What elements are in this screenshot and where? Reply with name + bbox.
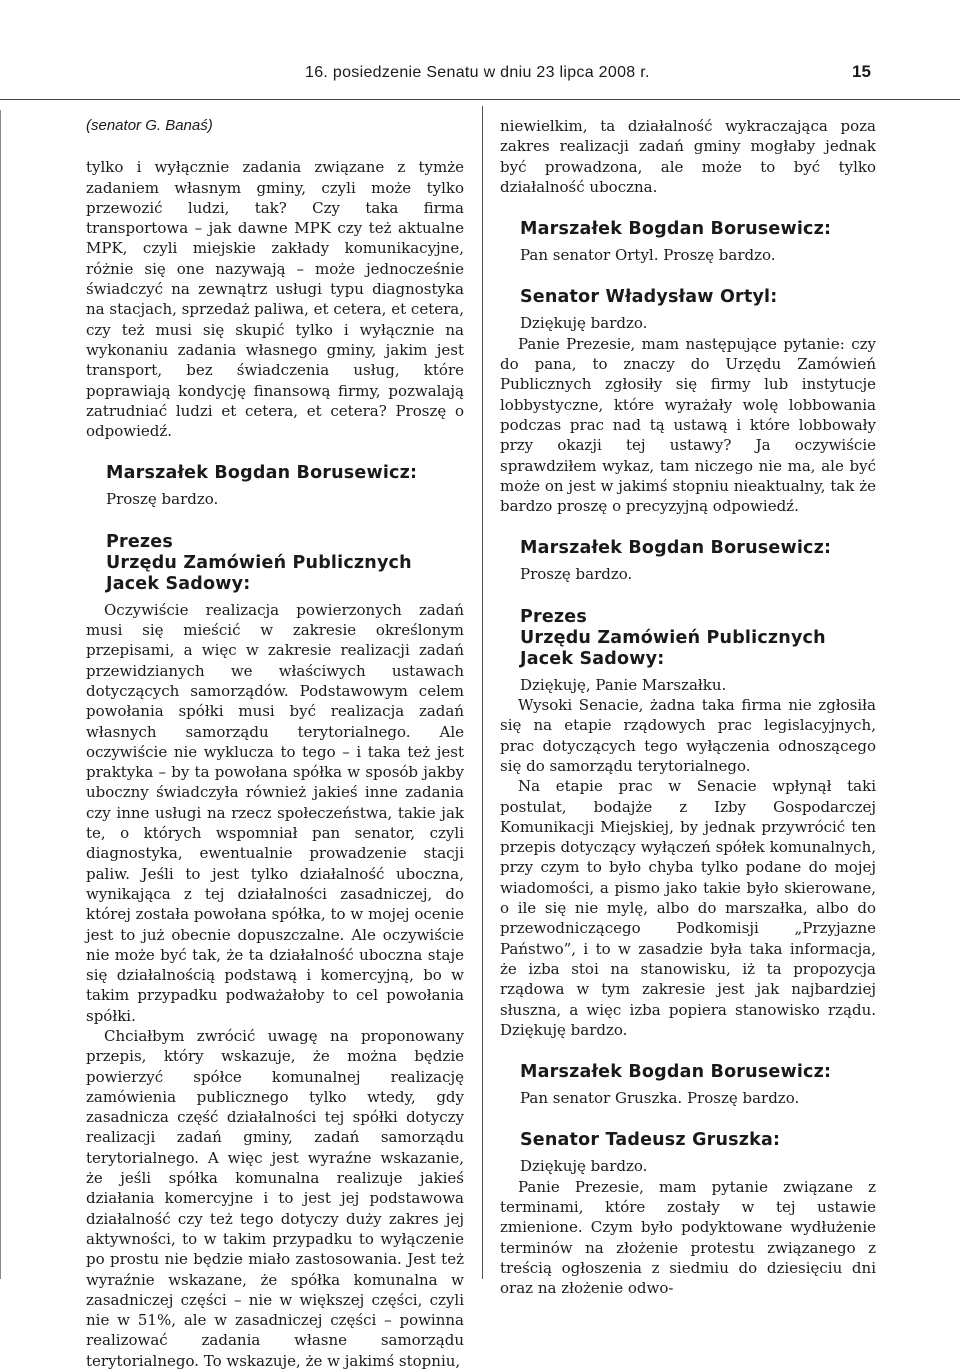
paragraph: niewielkim, ta działalność wykraczająca poza zakres realizacji zadań gminy mogłaby jednak być prowadzona, ale może to być tylko działalność uboczna.	[500, 117, 876, 196]
paragraph: Na etapie prac w Senacie wpłynął taki postulat, bodajże z Izby Gospodarczej Komunikacji Miejskiej, by jednak przywrócić ten przepis dotyczący wyłączeń spółek komunalnych, przy czym to było chyba tylko podane do mojej wiadomości, a pismo jako takie było skierowane, o ile się nie mylę, albo do marszałka, albo do przewodniczącego Podkomisji „Przyjazne Państwo”, i to w zasadzie była taka informacja, że izba stoi na stanowisku, iż ta propozycja rządowa w tym zakresie jest jak najbardziej słuszna, a więc izba popiera stanowisko rządu. Dziękuję bardzo.	[500, 777, 876, 1039]
speaker-heading: Senator Władysław Ortyl:	[520, 287, 778, 308]
speaker-heading: Senator Tadeusz Gruszka:	[520, 1130, 781, 1151]
paragraph: Dziękuję bardzo.	[520, 314, 648, 333]
paragraph: Proszę bardzo.	[520, 565, 633, 584]
paragraph: Pan senator Ortyl. Proszę bardzo.	[520, 246, 776, 265]
speaker-heading-line: Prezes	[106, 531, 173, 552]
left-margin-rule	[0, 110, 1, 1279]
column-divider	[482, 106, 483, 1279]
paragraph: Panie Prezesie, mam pytanie związane z terminami, które zostały w tej ustawie zmienione. Czym było podyktowane wydłużenie terminów na złożenie protestu związanego z treścią ogłoszenia z siedmiu do dziesięciu dni oraz na złożenie odwo-	[500, 1177, 876, 1298]
paragraph: Panie Prezesie, mam następujące pytanie: czy do pana, to znaczy do Urzędu Zamówień Publicznych zgłosiły się firmy lub instytucje lobbystyczne, które wyrażały wolę lobbowania podczas prac nad tą ustawą i które lobbowały przy okazji tej ustawy? Ja oczywiście sprawdziłem wykaz, tam niczego nie ma, ale być może on jest w jakimś stopniu nieaktualny, tak że bardzo proszę o precyzyjną odpowiedź.	[500, 334, 876, 516]
speaker-heading-line: Jacek Sadowy:	[106, 573, 251, 594]
header-rule	[0, 99, 960, 100]
header-title: 16. posiedzenie Senatu w dniu 23 lipca 2008 r.	[305, 64, 650, 81]
paragraph: Proszę bardzo.	[106, 490, 219, 509]
paragraph: Dziękuję bardzo.	[520, 1157, 648, 1176]
left-column	[86, 116, 464, 1371]
paragraph: Chciałbym zwrócić uwagę na proponowany przepis, który wskazuje, że można będzie powierzyć spółce komunalnej realizację zamówienia publicznego tylko wtedy, gdy zasadnicza część działalności tej spółki dotyczy realizacji zadań gminy, zadań samorządu terytorialnego. A więc jest wyraźne wskazanie, że jeśli spółka komunalna realizuje jakieś działania komercyjne i to jest jej podstawowa działalność czy też tego dotyczy duży zakres jej aktywności, to w takim przypadku to wyłączenie po prostu nie będzie miało zastosowania. Jest też wyraźnie wskazane, że spółka komunalna w zasadniczej części – nie w większej części, czyli nie w 51%, ale w zasadniczej części – powinna realizować zadania własne samorządu terytorialnego. To wskazuje, że w jakimś stopniu,	[86, 1026, 464, 1370]
speaker-heading	[520, 607, 876, 670]
speaker-heading: Marszałek Bogdan Borusewicz:	[520, 1062, 832, 1083]
paragraph: Pan senator Gruszka. Proszę bardzo.	[520, 1089, 800, 1108]
speaker-heading: Marszałek Bogdan Borusewicz:	[106, 463, 418, 484]
speaker-note: (senator G. Banaś)	[86, 117, 213, 134]
paragraph: Wysoki Senacie, żadna taka firma nie zgłosiła się na etapie rządowych prac legislacyjnych, prac dotyczących tego wyłączenia odnoszącego się do samorządu terytorialnego.	[500, 696, 876, 775]
speaker-heading	[106, 532, 464, 595]
right-column	[500, 116, 876, 1298]
speaker-heading-line: Jacek Sadowy:	[520, 648, 665, 669]
speaker-heading-line: Urzędu Zamówień Publicznych	[106, 552, 412, 573]
paragraph: Dziękuję, Panie Marszałku.	[520, 675, 727, 694]
page-header	[0, 62, 960, 88]
speaker-heading-line: Urzędu Zamówień Publicznych	[520, 627, 826, 648]
paragraph: Oczywiście realizacja powierzonych zadań musi się mieścić w zakresie określonym przepisami, a więc w zakresie realizacji zadań przewidzianych we właściwych ustawach dotyczących samorządów. Podstawowym celem powołania spółki musi być realizacja zadań własnych samorządu terytorialnego. Ale oczywiście nie wyklucza to tego – i taka też jest praktyka – by ta powołana spółka w sposób jakby uboczny świadczyła również jakieś inne zadania czy inne usługi na rzecz społeczeństwa, takie jak te, o których wspomniał pan senator, czyli diagnostyka, ewentualnie prowadzenie stacji paliw. Jeśli to jest tylko działalność uboczna, wynikająca z tej działalności zasadniczej, do której została powołana spółka, to w mojej ocenie jest to już obecnie dopuszczalne. Ale oczywiście nie może być tak, że ta działalność uboczna staje się działalnością podstawą i komercyjną, bo w takim przypadku podważałoby to cel powołania spółki.	[86, 600, 464, 1025]
speaker-heading-line: Prezes	[520, 606, 587, 627]
paragraph: tylko i wyłącznie zadania związane z tymże zadaniem własnym gminy, czyli może tylko przewozić ludzi, tak? Czy taka firma transportowa – jak dawne MPK czy też aktualne MPK, czyli miejskie zakłady komunikacyjne, różnie się one nazywają – może jednocześnie świadczyć na zewnątrz usługi typu diagnostyka na stacjach, sprzedaż paliwa, et cetera, et cetera, czy też musi się skupić tylko i wyłącznie na wykonaniu zadania własnego gminy, jakim jest transport, bez świadczenia usług, które poprawiają kondycję finansową firmy, pozwalają zatrudniać ludzi et cetera, et cetera? Proszę o odpowiedź.	[86, 158, 464, 441]
speaker-heading: Marszałek Bogdan Borusewicz:	[520, 219, 832, 240]
page-number: 15	[852, 62, 871, 81]
speaker-heading: Marszałek Bogdan Borusewicz:	[520, 538, 832, 559]
